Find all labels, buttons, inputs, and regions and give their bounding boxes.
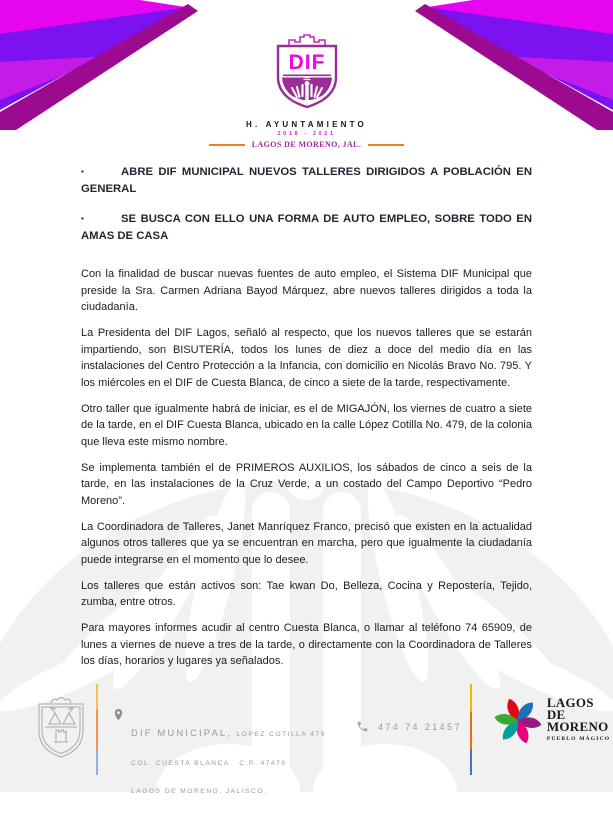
place-row (0, 140, 613, 149)
article-paragraph: Otro taller que igualmente habrá de iniciar, es el de MIGAJÓN, los viernes de cuatro a siete de la tarde, en el DIF Cuesta Blanca, ubicado en la calle López Cotilla No. 479, de la colonia que lleva este mismo nombre. (81, 402, 532, 448)
dif-acronym: DIF (288, 51, 325, 74)
bullet-item (81, 164, 532, 197)
article-paragraph: Se implementa también el de PRIMEROS AUXILIOS, los sábados de cinco a seis de la tarde, en las instalaciones de la Cruz Verde, a un costado del Campo Deportivo “Pedro Moreno”. (81, 461, 532, 507)
place-name: LAGOS DE MORENO, JAL. (251, 140, 362, 149)
article-paragraph: Los talleres que están activos son: Tae kwan Do, Belleza, Cocina y Repostería, Tejido, zumba, entre otros. (81, 579, 532, 608)
city-crest-icon (30, 694, 92, 762)
address-block (112, 708, 326, 816)
footer (0, 684, 613, 795)
org-name: H. AYUNTAMIENTO (246, 120, 367, 129)
phone-icon (356, 720, 369, 733)
article-body (81, 164, 532, 679)
brand-line1: LAGOS DE (546, 695, 594, 722)
divider-bar (470, 684, 472, 775)
right-rule (368, 144, 404, 146)
article-paragraph: Para mayores informes acudir al centro Cuesta Blanca, o llamar al teléfono 74 65909, de lunes a viernes de nueve a tres de la tarde, o directamente con la Coordinadora de Talleres los días, horarios y lugares ya señalados. (81, 622, 532, 667)
address-line2: COL. CUESTA BLANCA C.P. 47479 (131, 759, 287, 767)
article-paragraph: Con la finalidad de buscar nuevas fuentes de auto empleo, el Sistema DIF Municipal que preside la Sra. Carmen Adriana Bayod Márquez, abre nuevos talleres dirigidos a toda la ciudadanía. (81, 268, 532, 313)
left-rule (209, 144, 245, 146)
bullet-text: ABRE DIF MUNICIPAL NUEVOS TALLERES DIRIGIDOS A POBLACIÓN EN GENERAL (81, 166, 532, 195)
brand-line2: MORENO (546, 719, 609, 734)
divider-bar (96, 684, 98, 775)
location-pin-icon (112, 708, 125, 726)
address-line3: LAGOS DE MORENO, JALISCO. (131, 788, 268, 795)
article-paragraph: La Presidenta del DIF Lagos, señaló al respecto, que los nuevos talleres que se estarán impartiendo, son BISUTERÍA, todos los lunes de diez a doce del medio día en las instalaciones del Centro Protección a la Infancia, con domicilio en Nicolás Bravo No. 795. Y los miércoles en el DIF de Cuesta Blanca, de cinco a siete de la tarde, respectivamente. (81, 327, 532, 389)
address-street: LOPEZ COTILLA 479 (236, 731, 326, 738)
pinwheel-icon (494, 696, 542, 746)
dif-shield-icon (273, 33, 341, 111)
bullet-item (81, 211, 532, 244)
pueblo-magico-logo (494, 696, 613, 746)
phone-number: 474 74 21457 (378, 721, 462, 732)
article-paragraph: La Coordinadora de Talleres, Janet Manríquez Franco, precisó que existen en la actualidad algunos otros talleres que ya se encuentran en marcha, pero que igualmente la ciudadanía puede integrarse en el momento que lo desee. (81, 520, 532, 566)
crown-icon (289, 35, 325, 46)
phone-block (356, 720, 462, 733)
bullet-square-icon: ▪ (81, 167, 84, 176)
bullet-square-icon: ▪ (81, 214, 84, 223)
address-name: DIF MUNICIPAL, (131, 728, 233, 739)
bullet-text: SE BUSCA CON ELLO UNA FORMA DE AUTO EMPLEO, SOBRE TODO EN AMAS DE CASA (81, 213, 532, 242)
brand-tagline: PUEBLO MÁGICO (546, 736, 611, 742)
period: 2018 - 2021 (277, 131, 336, 137)
dif-logo (0, 33, 613, 149)
headline-bullets (81, 164, 532, 244)
